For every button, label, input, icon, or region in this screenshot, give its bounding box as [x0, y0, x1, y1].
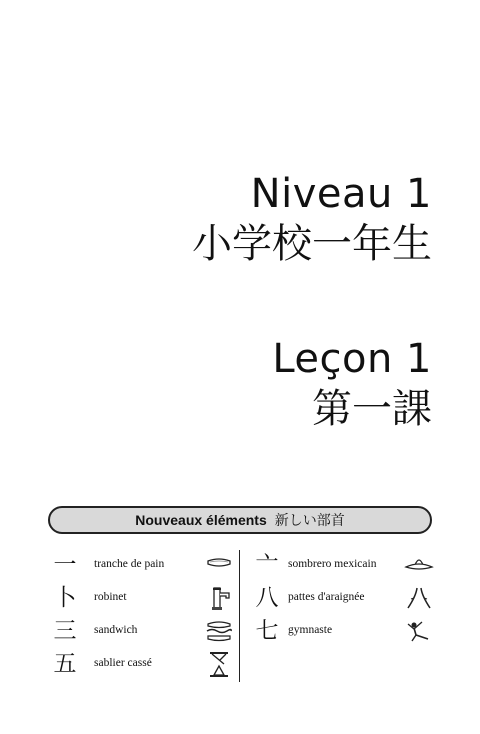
radicals-left-column	[52, 549, 234, 681]
radical-row	[52, 615, 234, 648]
spider-legs-icon	[404, 584, 434, 612]
radical-character: 五	[53, 651, 77, 677]
lesson-title: Leçon 1	[272, 336, 432, 382]
radical-row	[52, 549, 234, 582]
radical-character: 八	[255, 585, 279, 611]
radical-character: 三	[53, 618, 77, 644]
faucet-icon	[204, 584, 234, 612]
radical-row	[254, 615, 434, 648]
level-title-japanese: 小学校一年生	[192, 221, 432, 267]
radicals-right-column	[254, 549, 434, 648]
radical-label: robinet	[94, 591, 127, 603]
lesson-title-japanese: 第一課	[312, 386, 432, 432]
gymnast-icon	[404, 617, 434, 645]
radical-character: 卜	[53, 585, 77, 611]
radical-character: 七	[255, 618, 279, 644]
radical-row	[254, 582, 434, 615]
lesson-heading	[272, 335, 432, 435]
new-elements-banner	[48, 506, 432, 534]
radical-label: tranche de pain	[94, 558, 165, 570]
radical-character: 一	[53, 552, 77, 578]
level-title: Niveau 1	[250, 171, 432, 217]
radical-label: sombrero mexicain	[288, 558, 377, 570]
column-divider	[239, 550, 240, 682]
radical-character: 亠	[255, 552, 279, 578]
radical-row	[52, 582, 234, 615]
radical-label: sandwich	[94, 624, 138, 636]
level-heading	[192, 170, 432, 270]
new-elements-heading-fr: Nouveaux éléments	[135, 512, 267, 528]
bread-slice-icon	[204, 551, 234, 579]
radical-label: pattes d'araignée	[288, 591, 365, 603]
radical-label: sablier cassé	[94, 657, 152, 669]
sandwich-icon	[204, 617, 234, 645]
broken-hourglass-icon	[204, 650, 234, 678]
new-elements-heading-jp: 新しい部首	[274, 513, 345, 529]
radical-label: gymnaste	[288, 624, 333, 636]
sombrero-icon	[404, 551, 434, 579]
radical-row	[254, 549, 434, 582]
radical-row	[52, 648, 234, 681]
